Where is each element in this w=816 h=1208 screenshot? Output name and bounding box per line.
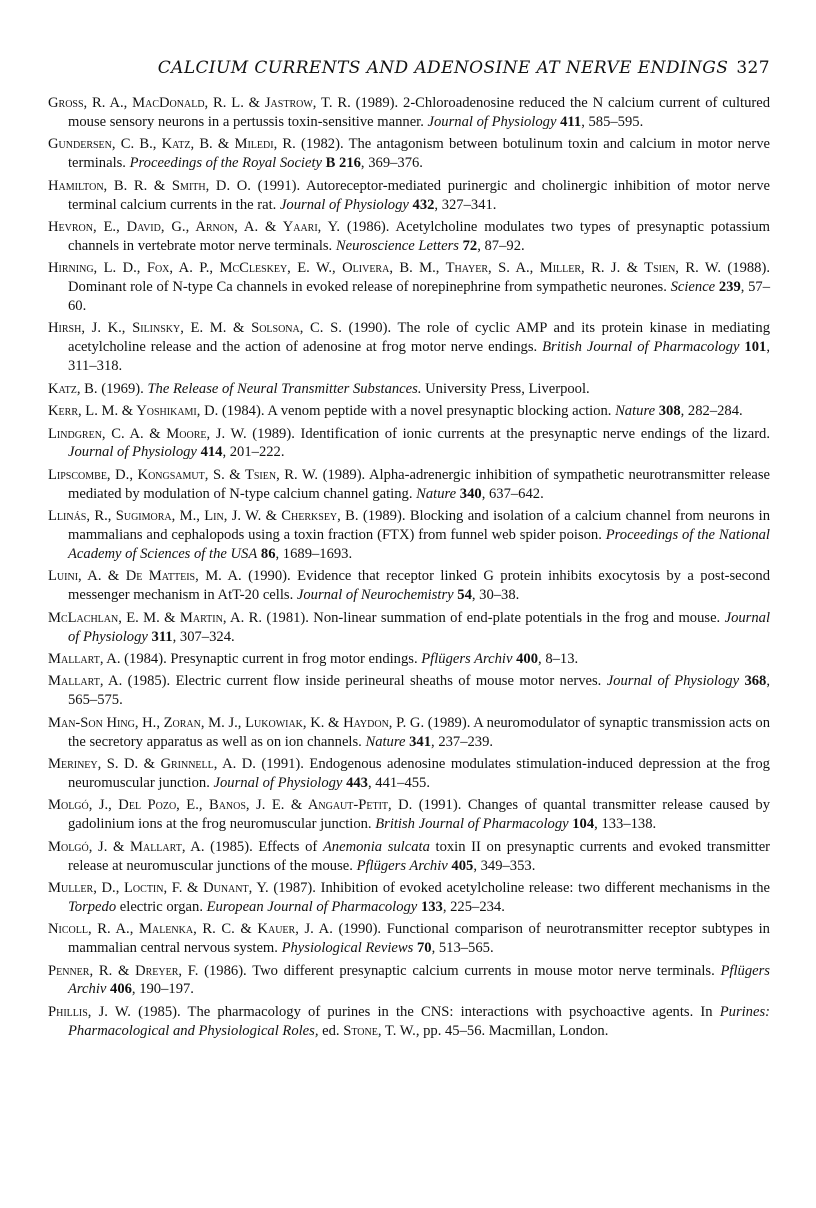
- reference-year: (1986).: [346, 218, 390, 235]
- reference-journal: Nature: [416, 485, 457, 502]
- reference-pages: , 637–642.: [481, 485, 544, 502]
- reference-pages: , 133–138.: [594, 816, 657, 833]
- reference-title: Presynaptic current in frog motor endings.: [170, 650, 418, 667]
- reference-year: (1988).: [727, 260, 770, 277]
- reference-volume: B 216: [325, 155, 361, 172]
- reference-title: Two different presynaptic calcium currents in mouse motor nerve terminals.: [252, 962, 715, 979]
- reference-authors: Hevron, E., David, G., Arnon, A. & Yaari, Y.: [48, 218, 340, 235]
- reference-volume: 72: [462, 237, 478, 254]
- reference-pages: , 307–324.: [172, 628, 235, 645]
- reference-journal: Proceedings of the National Academy of Sciences of the USA: [68, 527, 770, 562]
- reference-title: A venom peptide with a novel presynaptic blocking action.: [267, 403, 612, 420]
- reference-title: The role of cyclic AMP and its protein kinase in mediating acetylcholine release and the action of adenosine at frog motor nerve endings.: [68, 320, 770, 356]
- reference-volume: 308: [658, 403, 681, 420]
- reference-year: (1985).: [138, 1003, 181, 1020]
- reference-volume: 54: [457, 587, 472, 604]
- reference-entry: [48, 319, 770, 376]
- reference-title: 2-Chloroadenosine reduced the N calcium current of cultured mouse sensory neurons in a pertussis toxin-sensitive manner.: [68, 95, 771, 130]
- reference-entry: [48, 920, 770, 958]
- reference-year: (1985).: [127, 673, 171, 690]
- reference-journal: Proceedings of the Royal Society: [129, 155, 322, 172]
- reference-volume: 70: [416, 940, 432, 957]
- reference-journal: Pflügers Archiv: [356, 857, 448, 874]
- reference-authors: Molgó, J. & Mallart, A.: [48, 838, 205, 855]
- reference-volume: 101: [744, 339, 767, 356]
- reference-volume: 400: [516, 650, 539, 667]
- reference-title: Alpha-adrenergic inhibition of sympathetic neurotransmitter release mediated by modulation of N-type calcium channel gating.: [68, 466, 771, 502]
- reference-year: (1985).: [210, 838, 253, 855]
- reference-year: (1982).: [301, 136, 344, 153]
- reference-journal: Neuroscience Letters: [335, 237, 459, 254]
- reference-pages: , 87–92.: [477, 237, 525, 254]
- reference-pages: , pp. 45–56. Macmillan, London.: [415, 1022, 609, 1039]
- reference-year: (1984).: [221, 403, 265, 420]
- reference-entry: [48, 425, 770, 463]
- reference-pages: , 190–197.: [131, 981, 194, 998]
- reference-entry: [48, 714, 770, 752]
- reference-entry: [48, 177, 770, 215]
- page-number: 327: [736, 58, 770, 78]
- reference-edition: ed.: [318, 1022, 344, 1039]
- page: [48, 58, 770, 1044]
- reference-authors: Kerr, L. M. & Yoshikami, D.: [48, 403, 219, 420]
- reference-authors: Gross, R. A., MacDonald, R. L. & Jastrow, T. R.: [48, 95, 351, 111]
- reference-volume: 340: [459, 485, 482, 502]
- reference-title: electric organ.: [119, 898, 203, 915]
- reference-entry: [48, 402, 770, 421]
- reference-year: (1990).: [248, 568, 291, 585]
- reference-title: Functional comparison of neurotransmitter receptor subtypes in mammalian central nervous system.: [68, 921, 770, 957]
- reference-pages: , 565–575.: [68, 673, 770, 709]
- reference-title: Autoreceptor-mediated purinergic and cholinergic inhibition of motor nerve terminal calcium currents in the rat.: [68, 177, 770, 213]
- reference-journal: Pflügers Archiv: [68, 962, 770, 998]
- reference-pages: , 327–341.: [434, 196, 497, 213]
- reference-journal: British Journal of Pharmacology: [375, 816, 569, 833]
- reference-authors: Gundersen, C. B., Katz, B. & Miledi, R.: [48, 136, 296, 153]
- reference-year: (1989).: [427, 714, 471, 731]
- reference-authors: Mallart, A.: [48, 673, 123, 690]
- reference-pages: , 1689–1693.: [275, 545, 353, 562]
- reference-authors: Mallart, A.: [48, 650, 121, 667]
- reference-pages: , 282–284.: [680, 403, 743, 420]
- reference-year: (1989).: [362, 508, 406, 525]
- reference-title: Acetylcholine modulates two types of presynaptic potassium channels in vertebrate motor nerve terminals.: [68, 218, 770, 254]
- reference-title: Identification of ionic currents at the presynaptic nerve endings of the lizard.: [300, 425, 771, 442]
- reference-volume: 406: [110, 981, 132, 998]
- reference-volume: 341: [409, 733, 432, 750]
- reference-volume: 104: [572, 816, 595, 833]
- reference-list: [48, 94, 770, 1041]
- reference-pages: , 585–595.: [581, 113, 644, 130]
- reference-journal: Journal of Neurochemistry: [296, 587, 454, 604]
- reference-authors: Luini, A. & De Matteis, M. A.: [48, 568, 242, 585]
- reference-title: Evidence that receptor linked G protein inhibits exocytosis by a post-second messenger mechanism in AtT-20 cells.: [68, 568, 771, 604]
- reference-pages: , 57–60.: [68, 279, 771, 315]
- reference-year: (1987).: [273, 879, 316, 896]
- reference-title: Inhibition of evoked acetylcholine release: two different mechanisms in the: [320, 879, 770, 896]
- reference-authors: Penner, R. & Dreyer, F.: [48, 962, 199, 979]
- reference-entry: [48, 879, 770, 917]
- reference-species-name: Torpedo: [68, 898, 117, 915]
- reference-authors: Meriney, S. D. & Grinnell, A. D.: [48, 756, 256, 772]
- reference-title: The pharmacology of purines in the CNS: interactions with psychoactive agents. In: [187, 1003, 713, 1020]
- reference-title: Effects of: [258, 838, 318, 855]
- reference-authors: Lipscombe, D., Kongsamut, S. & Tsien, R. W.: [48, 466, 319, 483]
- reference-entry: [48, 507, 770, 564]
- reference-authors: Hirsh, J. K., Silinsky, E. M. & Solsona, C. S.: [48, 320, 342, 337]
- reference-authors: Phillis, J. W.: [48, 1003, 131, 1020]
- reference-journal: Purines: Pharmacological and Physiological Roles,: [68, 1003, 770, 1039]
- reference-entry: [48, 755, 770, 793]
- reference-authors: Man-Son Hing, H., Zoran, M. J., Lukowiak, K. & Haydon, P. G.: [48, 714, 425, 731]
- reference-journal: Journal of Physiology: [213, 774, 343, 791]
- reference-species-name: Anemonia sulcata: [322, 838, 430, 855]
- reference-year: (1989).: [322, 466, 366, 483]
- reference-journal: The Release of Neural Transmitter Substances.: [147, 380, 422, 397]
- reference-journal: Science: [670, 279, 716, 296]
- reference-volume: 133: [420, 898, 443, 915]
- reference-entry: [48, 672, 770, 710]
- reference-pages: , 30–38.: [471, 587, 520, 604]
- reference-pages: , 237–239.: [431, 733, 494, 750]
- reference-authors: Hirning, L. D., Fox, A. P., McCleskey, E. W., Olivera, B. M., Thayer, S. A., Miller, R. J. & Tsien, R. W.: [48, 260, 721, 277]
- reference-journal: Journal of Physiology: [68, 444, 197, 461]
- reference-entry: [48, 1003, 770, 1041]
- reference-authors: Lindgren, C. A. & Moore, J. W.: [48, 425, 247, 442]
- reference-pages: , 441–455.: [367, 774, 430, 791]
- reference-journal: Journal of Physiology: [606, 673, 740, 690]
- reference-entry: [48, 962, 770, 1000]
- reference-journal: Journal of Physiology: [427, 113, 557, 130]
- reference-year: (1989).: [355, 95, 399, 111]
- reference-entry: [48, 838, 770, 876]
- reference-authors: Nicoll, R. A., Malenka, R. C. & Kauer, J. A.: [48, 921, 333, 938]
- reference-authors: Llinás, R., Sugimora, M., Lin, J. W. & Cherksey, B.: [48, 508, 359, 525]
- reference-volume: 311: [151, 628, 173, 645]
- reference-title: Endogenous adenosine modulates stimulation-induced depression at the frog neuromuscular junction.: [68, 756, 770, 791]
- reference-volume: 405: [451, 857, 474, 874]
- reference-authors: Katz, B.: [48, 380, 98, 397]
- reference-year: (1986).: [204, 962, 247, 979]
- reference-entry: [48, 259, 770, 316]
- reference-entry: [48, 796, 770, 834]
- reference-authors: McLachlan, E. M. & Martin, A. R.: [48, 609, 262, 626]
- reference-title: Changes of quantal transmitter release caused by gadolinium ions at the frog neuromuscular junction.: [68, 797, 770, 833]
- reference-authors: Hamilton, B. R. & Smith, D. O.: [48, 177, 251, 194]
- reference-entry: [48, 567, 770, 605]
- reference-pages: , 201–222.: [222, 444, 285, 461]
- running-head: [48, 58, 770, 78]
- reference-authors: Molgó, J., Del Pozo, E., Banos, J. E. & Angaut-Petit, D.: [48, 797, 413, 814]
- reference-journal: Journal of Physiology: [279, 196, 409, 213]
- reference-title: A neuromodulator of synaptic transmission acts on the secretory apparatus as well as on ion channels.: [68, 714, 770, 750]
- reference-pages: University Press, Liverpool.: [421, 380, 590, 397]
- reference-editor: Stone, T. W.: [343, 1022, 416, 1039]
- reference-journal: Journal of Physiology: [68, 609, 770, 645]
- reference-pages: , 225–234.: [442, 898, 505, 915]
- reference-title: Non-linear summation of end-plate potentials in the frog and mouse.: [313, 609, 721, 626]
- reference-title: Dominant role of N-type Ca channels in evoked release of norepinephrine from sympathetic neurones.: [68, 279, 667, 296]
- reference-entry: [48, 650, 770, 669]
- reference-volume: 368: [744, 673, 767, 690]
- reference-year: (1969).: [101, 380, 144, 397]
- reference-pages: , 311–318.: [68, 339, 770, 375]
- reference-year: (1991).: [261, 756, 304, 772]
- reference-year: (1984).: [124, 650, 167, 667]
- reference-year: (1991).: [257, 177, 301, 194]
- reference-year: (1990).: [348, 320, 392, 337]
- reference-pages: , 513–565.: [431, 940, 494, 957]
- reference-pages: , 369–376.: [360, 155, 423, 172]
- reference-pages: , 349–353.: [473, 857, 536, 874]
- reference-pages: , 8–13.: [538, 650, 579, 667]
- reference-journal: European Journal of Pharmacology: [206, 898, 418, 915]
- reference-volume: 239: [718, 279, 741, 296]
- reference-entry: [48, 94, 770, 132]
- reference-title: toxin II on presynaptic currents and evoked transmitter release at neuromuscular junctions of the mouse.: [68, 838, 771, 874]
- reference-title: The antagonism between botulinum toxin and calcium in motor nerve terminals.: [68, 136, 770, 172]
- reference-entry: [48, 380, 770, 399]
- reference-journal: Physiological Reviews: [281, 940, 414, 957]
- reference-year: (1991).: [418, 797, 462, 814]
- reference-authors: Muller, D., Loctin, F. & Dunant, Y.: [48, 879, 269, 896]
- reference-entry: [48, 609, 770, 647]
- reference-entry: [48, 466, 770, 504]
- reference-entry: [48, 135, 770, 173]
- reference-title: Blocking and isolation of a calcium channel from neurons in mammalians and cephalopods using a toxin fraction (FTX) from funnel web spider poison.: [68, 508, 770, 544]
- reference-year: (1990).: [338, 921, 382, 938]
- reference-year: (1981).: [266, 609, 309, 626]
- reference-journal: Nature: [365, 733, 406, 750]
- reference-volume: 411: [560, 113, 582, 130]
- reference-title: Electric current flow inside perineural sheaths of mouse motor nerves.: [175, 673, 602, 690]
- reference-journal: Nature: [615, 403, 656, 420]
- reference-volume: 432: [412, 196, 435, 213]
- reference-volume: 414: [200, 444, 223, 461]
- reference-volume: 86: [260, 545, 276, 562]
- reference-entry: [48, 218, 770, 256]
- reference-volume: 443: [346, 774, 368, 791]
- reference-journal: British Journal of Pharmacology: [542, 339, 740, 356]
- reference-year: (1989).: [252, 425, 295, 442]
- running-title: CALCIUM CURRENTS AND ADENOSINE AT NERVE ENDINGS: [157, 58, 729, 78]
- reference-journal: Pflügers Archiv: [421, 650, 513, 667]
